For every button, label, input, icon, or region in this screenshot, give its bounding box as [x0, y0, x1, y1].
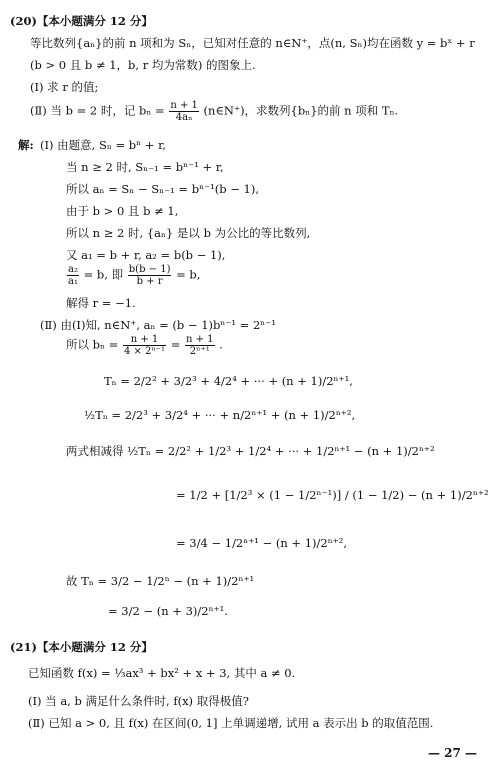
- step-10-eq: =: [170, 337, 181, 352]
- solution-step-6: 又 a₁ = b + r, a₂ = b(b − 1),: [66, 248, 226, 262]
- step-7-mid: = b, 即: [83, 267, 124, 282]
- q20-part1: (Ⅰ) 求 r 的值;: [30, 80, 99, 94]
- q21-header: (21)【本小题满分 12 分】: [10, 640, 153, 654]
- q21-part2: (Ⅱ) 已知 a > 0, 且 f(x) 在区间(0, 1] 上单调递增, 试用 a 表示出 b 的取值范围.: [28, 716, 434, 730]
- q20-part2: [30, 100, 398, 123]
- solution-step-10: [66, 334, 223, 357]
- solution-step-9: (Ⅱ) 由(Ⅰ)知, n∈N⁺, aₙ = (b − 1)bⁿ⁻¹ = 2ⁿ⁻¹: [40, 318, 276, 332]
- solution-step-3: 所以 aₙ = Sₙ − Sₙ₋₁ = bⁿ⁻¹(b − 1),: [66, 182, 259, 196]
- ratio-fraction-2: [128, 264, 172, 287]
- conclusion-line: 故 Tₙ = 3/2 − 1/2ⁿ − (n + 1)/2ⁿ⁺¹: [66, 574, 255, 588]
- fraction-denominator: b + r: [136, 276, 163, 287]
- q20-stem-line1: 等比数列{aₙ}的前 n 项和为 Sₙ，已知对任意的 n∈N⁺，点(n, Sₙ)均在函数 y = bˣ + r: [30, 36, 475, 50]
- subtract-line: 两式相减得 ½Tₙ = 2/2² + 1/2³ + 1/2⁴ + ··· + 1/2ⁿ⁺¹ − (n + 1)/2ⁿ⁺²: [66, 444, 435, 458]
- fraction-numerator: b(b − 1): [128, 264, 171, 275]
- q20-header: (20)【本小题满分 12 分】: [10, 14, 153, 28]
- simplified-line: = 3/4 − 1/2ⁿ⁺¹ − (n + 1)/2ⁿ⁺²,: [176, 536, 348, 550]
- geometric-sum-line: = 1/2 + [1/2³ × (1 − 1/2ⁿ⁻¹)] / (1 − 1/2) − (n + 1)/2ⁿ⁺²: [176, 488, 489, 502]
- b-n-fraction-1: [123, 334, 166, 357]
- ratio-fraction: [67, 264, 79, 287]
- step-10-lead: 所以 bₙ =: [66, 337, 119, 352]
- fraction-numerator: n + 1: [170, 100, 198, 111]
- solution-step-8: 解得 r = −1.: [66, 296, 136, 310]
- q20-part2-text-b: (n∈N⁺)，求数列{bₙ}的前 n 项和 Tₙ.: [203, 103, 399, 118]
- q20-stem-line2: (b > 0 且 b ≠ 1，b, r 均为常数) 的图象上.: [30, 58, 256, 72]
- step-10-end: .: [219, 337, 223, 352]
- fraction-denominator: a₁: [68, 276, 78, 287]
- fraction-denominator: 4 × 2ⁿ⁻¹: [123, 346, 166, 357]
- step-7-end: = b,: [176, 267, 201, 282]
- fraction-numerator: n + 1: [123, 334, 166, 346]
- solution-step-5: 所以 n ≥ 2 时, {aₙ} 是以 b 为公比的等比数列,: [66, 226, 311, 240]
- solution-step-2: 当 n ≥ 2 时, Sₙ₋₁ = bⁿ⁻¹ + r,: [66, 160, 224, 174]
- q20-part2-fraction: [169, 100, 199, 123]
- half-t-n-line: ½Tₙ = 2/2³ + 3/2⁴ + ··· + n/2ⁿ⁺¹ + (n + 1)/2ⁿ⁺²,: [84, 408, 356, 422]
- solution-step-1: (Ⅰ) 由题意, Sₙ = bⁿ + r,: [40, 138, 166, 152]
- solution-step-4: 由于 b > 0 且 b ≠ 1,: [66, 204, 179, 218]
- solution-step-7: [66, 264, 200, 287]
- q21-stem: 已知函数 f(x) = ⅓ax³ + bx² + x + 3, 其中 a ≠ 0.: [28, 666, 296, 680]
- fraction-numerator: n + 1: [185, 334, 214, 345]
- page-number: — 27 —: [428, 746, 478, 760]
- solution-label: 解:: [18, 138, 34, 152]
- fraction-numerator: a₂: [68, 264, 78, 275]
- t-n-sum-line: Tₙ = 2/2² + 3/2³ + 4/2⁴ + ··· + (n + 1)/2ⁿ⁺¹,: [104, 374, 353, 388]
- final-answer-line: = 3/2 − (n + 3)/2ⁿ⁺¹.: [108, 604, 228, 618]
- fraction-denominator: 4aₙ: [175, 112, 193, 123]
- q20-part2-text-a: (Ⅱ) 当 b = 2 时，记 bₙ =: [30, 103, 165, 118]
- fraction-denominator: 2ⁿ⁺¹: [189, 346, 210, 357]
- q21-part1: (Ⅰ) 当 a, b 满足什么条件时, f(x) 取得极值?: [28, 694, 249, 708]
- b-n-fraction-2: [185, 334, 215, 357]
